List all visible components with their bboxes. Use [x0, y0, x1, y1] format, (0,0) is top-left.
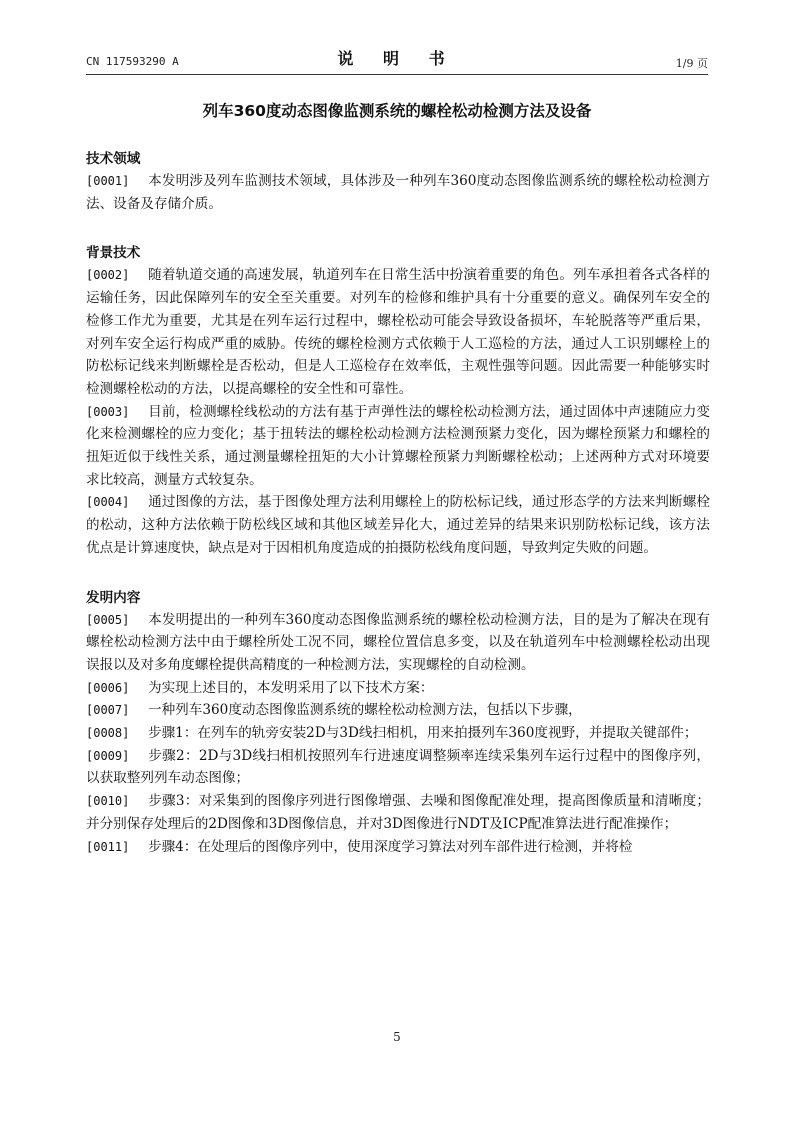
- paragraph-number: [0002]: [86, 268, 130, 283]
- section-summary: [86, 587, 710, 859]
- paragraph-text: 通过图像的方法，基于图像处理方法利用螺栓上的防松标记线，通过形态学的方法来判断螺栓的松动，这种方法依赖于防松线区域和其他区域差异化大，通过差异的结果来识别防松标记线，该方法优点是计算速度快，缺点是对于因相机角度造成的拍摄防松线角度问题，导致判定失败的问题。: [86, 494, 710, 556]
- paragraph-number: [0006]: [86, 680, 130, 695]
- paragraph-text: 为实现上述目的，本发明采用了以下技术方案：: [148, 679, 434, 696]
- document-title: 列车360度动态图像监测系统的螺栓松动检测方法及设备: [202, 102, 592, 120]
- paragraph-text: 随着轨道交通的高速发展，轨道列车在日常生活中扮演着重要的角色。列车承担着各式各样的运输任务，因此保障列车的安全至关重要。对列车的检修和维护具有十分重要的意义。确保列车安全的检修工作尤为重要，尤其是在列车运行过程中，螺栓松动可能会导致设备损坏，车轮脱落等严重后果，对列车安全运行构成严重的威胁。传统的螺栓检测方式依赖于人工巡检的方法，通过人工识别螺栓上的防松标记线来判断螺栓是否松动，但是人工巡检存在效率低，主观性强等问题。因此需要一种能够实时检测螺栓松动的方法，以提高螺栓的安全性和可靠性。: [86, 267, 710, 397]
- paragraph-0009: [86, 745, 710, 790]
- paragraph-number: [0011]: [86, 839, 130, 854]
- paragraph-text: 本发明提出的一种列车360度动态图像监测系统的螺栓松动检测方法，目的是为了解决在现有螺栓松动检测方法中由于螺栓所处工况不同，螺栓位置信息多变，以及在轨道列车中检测螺栓松动出现误报以及对多角度螺栓提供高精度的一种检测方法，实现螺栓的自动检测。: [86, 611, 710, 673]
- section-technical-field: [86, 148, 710, 215]
- paragraph-0004: [86, 491, 710, 559]
- paragraph-text: 步骤4：在处理后的图像序列中，使用深度学习算法对列车部件进行检测，并将检: [148, 838, 633, 855]
- paragraph-0001: [86, 170, 710, 215]
- paragraph-text: 步骤1：在列车的轨旁安装2D与3D线扫相机，用来拍摄列车360度视野，并提取关键部件；: [148, 725, 698, 742]
- section-heading: 背景技术: [86, 245, 141, 262]
- publication-number: CN 117593290 A: [86, 55, 179, 68]
- paragraph-text: 步骤2：2D与3D线扫相机按照列车行进速度调整频率连续采集列车运行过程中的图像序列，以获取整列列车动态图像；: [86, 747, 710, 787]
- paragraph-text: 本发明涉及列车监测技术领域，具体涉及一种列车360度动态图像监测系统的螺栓松动检测方法、设备及存储介质。: [86, 173, 710, 212]
- paragraph-number: [0005]: [86, 612, 130, 627]
- page-info: 1/9 页: [675, 57, 708, 70]
- paragraph-text: 一种列车360度动态图像监测系统的螺栓松动检测方法，包括以下步骤，: [148, 702, 582, 719]
- paragraph-number: [0003]: [86, 404, 130, 419]
- paragraph-number: [0010]: [86, 794, 130, 809]
- paragraph-0003: [86, 401, 710, 492]
- paragraph-number: [0009]: [86, 748, 130, 763]
- paragraph-0011: [86, 836, 710, 859]
- paragraph-number: [0008]: [86, 726, 130, 741]
- paragraph-number: [0007]: [86, 703, 130, 718]
- paragraph-0005: [86, 609, 710, 677]
- document-body: [86, 148, 710, 858]
- section-background: [86, 242, 710, 559]
- section-heading: 发明内容: [86, 589, 141, 606]
- paragraph-text: 目前，检测螺栓线松动的方法有基于声弹性法的螺栓松动检测方法，通过固体中声速随应力变化来检测螺栓的应力变化；基于扭转法的螺栓松动检测方法检测预紧力变化，因为螺栓预紧力和螺栓的扭矩近似于线性关系，通过测量螺栓扭矩的大小计算螺栓预紧力判断螺栓松动；上述两种方式对环境要求比较高，测量方式较复杂。: [86, 403, 710, 488]
- paragraph-number: [0004]: [86, 495, 130, 510]
- paragraph-0002: [86, 264, 710, 400]
- document-type: 说 明 书: [337, 49, 457, 68]
- paragraph-0010: [86, 790, 710, 835]
- paragraph-0006: [86, 677, 710, 700]
- page-number: 5: [393, 1030, 401, 1044]
- header-rule: [86, 74, 708, 75]
- page-header: [86, 46, 708, 74]
- paragraph-number: [0001]: [86, 174, 130, 188]
- paragraph-text: 步骤3：对采集到的图像序列进行图像增强、去噪和图像配准处理，提高图像质量和清晰度；并分别保存处理后的2D图像和3D图像信息，并对3D图像进行NDT及ICP配准算法进行配准操作；: [86, 793, 710, 832]
- paragraph-0008: [86, 722, 710, 745]
- section-heading: 技术领域: [86, 151, 141, 167]
- paragraph-0007: [86, 699, 710, 722]
